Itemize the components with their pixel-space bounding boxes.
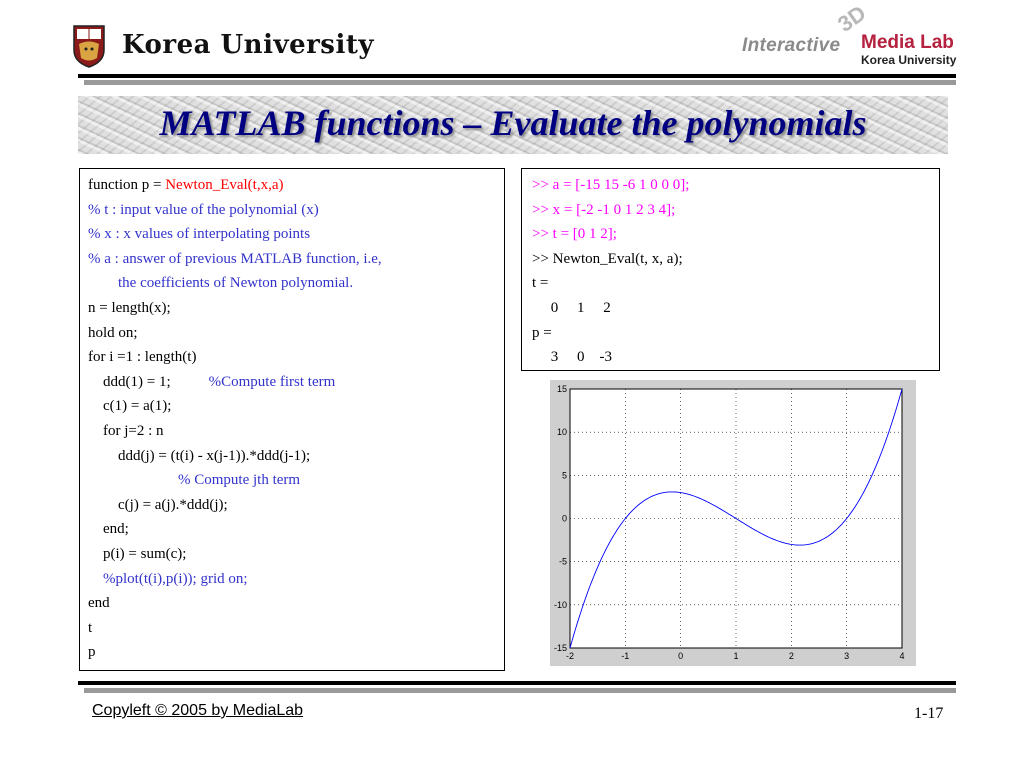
code-line-text: p(i) = sum(c);: [88, 546, 187, 562]
footer-rule-shadow: [84, 688, 956, 693]
code-line-text: the coefficients of Newton polynomial.: [88, 275, 354, 292]
output-line: >> Newton_Eval(t, x, a);: [532, 250, 683, 267]
x-tick-label: 4: [899, 651, 905, 661]
code-line: [88, 422, 164, 440]
header-rule-shadow: [84, 80, 956, 85]
code-line-text: function p =: [88, 177, 166, 193]
x-tick-label: -1: [621, 651, 630, 661]
x-tick-label: 0: [678, 651, 684, 661]
footer-rule: [78, 681, 956, 685]
code-line-text: c(j) = a(j).*ddd(j);: [88, 496, 228, 513]
code-line-text: for i =1 : length(t): [88, 349, 197, 366]
code-line-text: % a : answer of previous MATLAB function, i.e,: [88, 250, 382, 267]
page-prefix: 1-: [914, 705, 928, 722]
matlab-command-output-box: [521, 168, 940, 371]
logo-interactive-text: Interactive: [742, 35, 841, 56]
code-line: [88, 324, 138, 342]
code-line: [88, 545, 186, 563]
page-number: [914, 705, 943, 723]
code-line: [88, 619, 92, 637]
code-line-text: end;: [88, 521, 129, 538]
x-tick-label: 2: [788, 651, 794, 661]
output-line: 0 1 2: [532, 300, 611, 316]
code-line: [88, 299, 171, 317]
code-line: [88, 225, 310, 243]
output-line: >> x = [-2 -1 0 1 2 3 4];: [532, 201, 676, 218]
code-line: [88, 176, 284, 194]
x-tick-label: 3: [844, 651, 850, 661]
code-line-text: c(1) = a(1);: [88, 398, 172, 415]
code-line-text: end: [88, 595, 110, 612]
y-tick-label: 15: [556, 384, 567, 394]
logo-media-lab-text: Media Lab: [861, 32, 954, 53]
code-line: [88, 496, 228, 514]
code-line: [88, 373, 335, 391]
logo-korea-university-text: Korea University: [861, 53, 957, 67]
y-tick-label: 0: [561, 513, 567, 524]
code-line: [88, 348, 196, 366]
code-line: [88, 274, 353, 292]
output-line: t =: [532, 275, 549, 292]
code-line-text: % x : x values of interpolating points: [88, 226, 311, 243]
code-line: [88, 397, 171, 415]
code-line: [88, 520, 129, 538]
header-rule: [78, 74, 956, 78]
code-line: [88, 201, 319, 219]
x-tick-label: -2: [565, 651, 575, 661]
code-line-text: t: [88, 619, 93, 636]
code-line-text: %plot(t(i),p(i)); grid on;: [88, 570, 248, 587]
code-line-text: for j=2 : n: [88, 423, 164, 439]
korea-university-crest-icon: [72, 24, 106, 68]
code-line-text: ddd(1) = 1;: [88, 373, 171, 390]
code-line: [88, 471, 300, 489]
function-signature: Newton_Eval(t,x,a): [165, 177, 284, 193]
output-line: >> a = [-15 15 -6 1 0 0 0];: [532, 177, 690, 193]
university-name: Korea University: [122, 30, 374, 60]
logo-3d-text: 3D: [833, 0, 871, 37]
code-line: [88, 643, 96, 661]
output-line: 3 0 -3: [532, 349, 612, 366]
code-line: [88, 250, 382, 268]
code-line-text: % t : input value of the polynomial (x): [88, 201, 319, 218]
code-line-text: ddd(j) = (t(i) - x(j-1)).*ddd(j-1);: [88, 447, 311, 464]
y-tick-label: -15: [553, 643, 567, 653]
page-number-value: 17: [927, 705, 944, 722]
inline-comment: %Compute first term: [208, 373, 336, 390]
code-line: [88, 570, 248, 588]
slide-title: MATLAB functions – Evaluate the polynomials: [159, 103, 867, 143]
copyright-text: Copyleft © 2005 by MediaLab: [92, 702, 304, 719]
code-line-text: p: [88, 644, 96, 661]
y-tick-label: 5: [561, 470, 567, 481]
y-tick-label: -5: [558, 556, 567, 567]
code-line-text: n = length(x);: [88, 300, 171, 316]
code-line-text: % Compute jth term: [88, 472, 301, 489]
y-tick-label: -10: [553, 599, 567, 610]
code-line: [88, 447, 310, 465]
matlab-function-code-box: [79, 168, 505, 671]
output-line: p =: [532, 324, 552, 341]
y-tick-label: 10: [556, 427, 567, 438]
x-tick-label: 1: [733, 651, 739, 661]
code-line: [88, 594, 110, 612]
polynomial-plot: [550, 380, 916, 666]
output-line: >> t = [0 1 2];: [532, 226, 617, 243]
code-line-text: hold on;: [88, 324, 138, 341]
media-lab-logo: [738, 0, 962, 72]
